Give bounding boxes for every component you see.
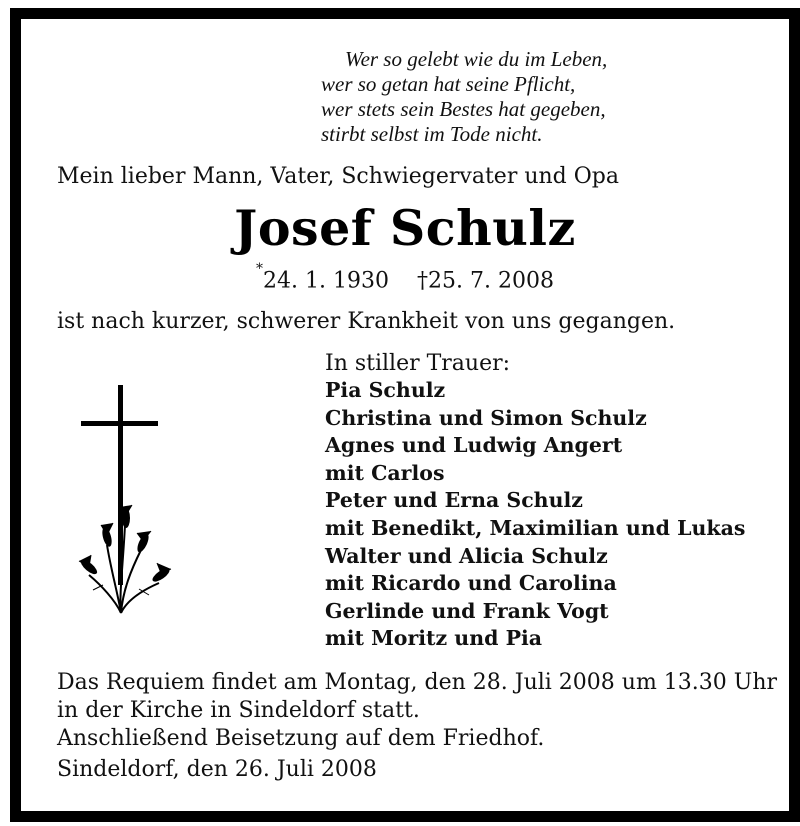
family-entry: Peter und Erna Schulz: [325, 488, 583, 513]
death-date: 25. 7. 2008: [427, 268, 554, 294]
memorial-poem: [321, 47, 761, 147]
family-list: [325, 377, 745, 653]
family-entry: Pia Schulz: [325, 378, 446, 402]
requiem-line-3: Anschließend Beisetzung auf dem Friedhof.: [57, 726, 545, 751]
family-entry: mit Ricardo und Carolina: [325, 571, 617, 596]
cross-with-wheat-icon: [71, 385, 181, 617]
family-entry: mit Carlos: [325, 460, 445, 485]
deceased-name: Josef Schulz: [234, 199, 576, 257]
requiem-line-2: in der Kirche in Sindeldorf statt.: [57, 698, 420, 723]
family-entry: Agnes und Ludwig Angert: [325, 433, 623, 458]
intro-text: Mein lieber Mann, Vater, Schwiegervater und Opa: [57, 164, 619, 189]
poem-line-2: wer so getan hat seine Pflicht,: [321, 72, 576, 96]
family-entry: Christina und Simon Schulz: [325, 405, 647, 430]
family-entry: mit Moritz und Pia: [325, 626, 543, 651]
family-entry: Gerlinde und Frank Vogt: [325, 598, 609, 623]
place-date: Sindeldorf, den 26. Juli 2008: [57, 757, 377, 782]
birth-date: 24. 1. 1930: [263, 268, 389, 294]
poem-line-1: Wer so gelebt wie du im Leben,: [345, 47, 608, 71]
mourning-label: In stiller Trauer:: [325, 351, 511, 376]
poem-line-4: stirbt selbst im Tode nicht.: [321, 122, 543, 146]
requiem-info: [57, 669, 777, 753]
life-dates: [21, 261, 789, 294]
family-entry: Walter und Alicia Schulz: [325, 543, 608, 568]
death-symbol: †: [416, 268, 428, 294]
poem-line-3: wer stets sein Bestes hat gegeben,: [321, 97, 606, 121]
requiem-line-1: Das Requiem findet am Montag, den 28. Juli 2008 um 13.30 Uhr: [57, 670, 778, 695]
obituary-notice: [10, 8, 800, 822]
family-entry: mit Benedikt, Maximilian und Lukas: [325, 515, 746, 540]
birth-symbol: *: [256, 261, 264, 277]
passed-away-text: ist nach kurzer, schwerer Krankheit von uns gegangen.: [57, 309, 676, 334]
